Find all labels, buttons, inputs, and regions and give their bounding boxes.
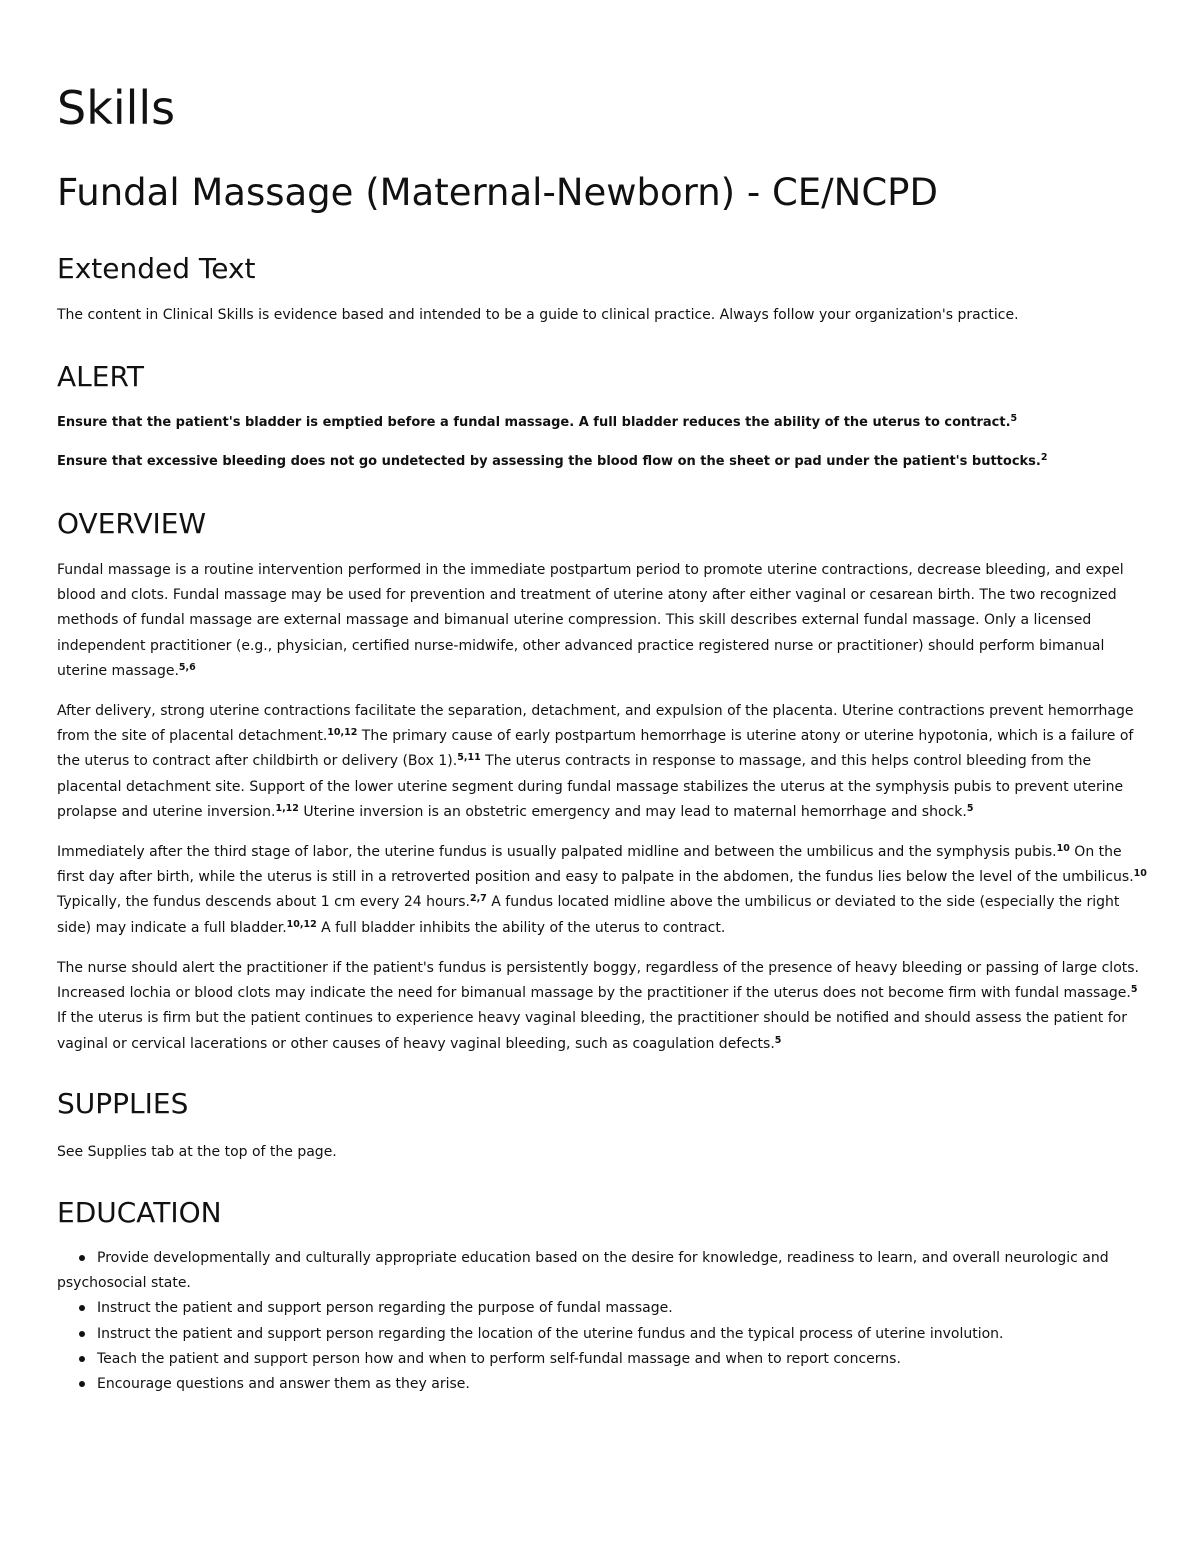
overview-heading: OVERVIEW bbox=[57, 507, 207, 540]
reference-marker: 10,12 bbox=[327, 727, 358, 739]
reference-marker: 1,12 bbox=[275, 802, 299, 814]
reference-marker: 5 bbox=[966, 802, 974, 814]
page-title: Fundal Massage (Maternal-Newborn) - CE/NCPD bbox=[57, 171, 938, 214]
alert-item: Ensure that the patient's bladder is emptied before a fundal massage. A full bladder reduces the ability of the uterus to contract.$^5$ bbox=[57, 413, 1018, 430]
reference-marker: 10,12 bbox=[286, 918, 317, 930]
reference-marker: 10 bbox=[1056, 843, 1070, 854]
overview-paragraph: Immediately after the third stage of labor, the uterine fundus is usually palpated midline and between the umbilicus and the symphysis pubis.$^{10}$ On the first day after birth, while the uterus is still in a retroverted position and easy to palpate in the abdomen, the fundus lies below the level of the umbilicus.$^{10}$ Typically, the fundus descends about 1 cm every 24 hours.$^{2,7}$ A fundus located midline above the umbilicus or deviated to the side (especially the right side) may indicate a full bladder.$^{10,12}$ A full bladder inhibits the ability of the uterus to contract. bbox=[57, 843, 1147, 936]
reference-marker: 5,11 bbox=[457, 752, 481, 764]
extended-text-heading: Extended Text bbox=[57, 252, 256, 285]
page-heading: Skills bbox=[57, 81, 176, 135]
bullet-icon bbox=[79, 1356, 85, 1362]
list-item: Encourage questions and answer them as they arise. bbox=[57, 1372, 1147, 1397]
reference-marker: 5 bbox=[1010, 413, 1018, 424]
list-item: Teach the patient and support person how and when to perform self-fundal massage and when to report concerns. bbox=[57, 1347, 1147, 1372]
bullet-icon bbox=[79, 1381, 85, 1387]
bullet-icon bbox=[79, 1305, 85, 1311]
alert-heading: ALERT bbox=[57, 360, 144, 393]
supplies-body: See Supplies tab at the top of the page. bbox=[57, 1144, 337, 1160]
reference-marker: 5 bbox=[774, 1034, 782, 1046]
alert-item: Ensure that excessive bleeding does not go undetected by assessing the blood flow on the sheet or pad under the patient's buttocks.$^2$ bbox=[57, 452, 1048, 469]
overview-paragraph: Fundal massage is a routine intervention performed in the immediate postpartum period to promote uterine contractions, decrease bleeding, and expel blood and clots. Fundal massage may be used for prevention and treatment of uterine atony after either vaginal or cesarean birth. The two recognized methods of fundal massage are external massage and bimanual uterine compression. This skill describes external fundal massage. Only a licensed independent practitioner (e.g., physician, certified nurse-midwife, other advanced practice registered nurse or practitioner) should perform bimanual uterine massage.$^{5,6}$ bbox=[57, 562, 1124, 679]
reference-marker: 2,7 bbox=[469, 893, 487, 905]
overview-paragraph: The nurse should alert the practitioner if the patient's fundus is persistently boggy, regardless of the presence of heavy bleeding or passing of large clots. Increased lochia or blood clots may indicate the need for bimanual massage by the practitioner if the uterus does not become firm with fundal massage.$^5$ If the uterus is firm but the patient continues to experience heavy vaginal bleeding, the practitioner should be notified and should assess the patient for vaginal or cervical lacerations or other causes of heavy vaginal bleeding, such as coagulation defects.$^5$ bbox=[57, 960, 1139, 1052]
reference-marker: 5,6 bbox=[178, 661, 196, 673]
bullet-icon bbox=[79, 1255, 85, 1261]
list-item: Provide developmentally and culturally appropriate education based on the desire for knowledge, readiness to learn, and overall neurologic and psychosocial state. bbox=[57, 1250, 1109, 1292]
reference-marker: 5 bbox=[1130, 984, 1138, 996]
bullet-icon bbox=[79, 1331, 85, 1337]
reference-marker: 2 bbox=[1040, 452, 1048, 463]
overview-paragraph: After delivery, strong uterine contractions facilitate the separation, detachment, and expulsion of the placenta. Uterine contractions prevent hemorrhage from the site of placental detachment.$^{10,12}$ The primary cause of early postpartum hemorrhage is uterine atony or uterine hypotonia, which is a failure of the uterus to contract after childbirth or delivery (Box 1).$^{5,11}$ The uterus contracts in response to massage, and this helps control bleeding from the placental detachment site. Support of the lower uterine segment during fundal massage stabilizes the uterus at the symphysis pubis to prevent uterine prolapse and uterine inversion.$^{1,12}$ Uterine inversion is an obstetric emergency and may lead to maternal hemorrhage and shock.$^5$ bbox=[57, 703, 1134, 820]
supplies-heading: SUPPLIES bbox=[57, 1087, 189, 1120]
list-item: Instruct the patient and support person regarding the purpose of fundal massage. bbox=[57, 1296, 1147, 1321]
education-heading: EDUCATION bbox=[57, 1196, 222, 1229]
education-list bbox=[57, 1246, 1147, 1397]
extended-text-body: The content in Clinical Skills is evidence based and intended to be a guide to clinical practice. Always follow your organization's practice. bbox=[57, 307, 1019, 323]
reference-marker: 10 bbox=[1133, 868, 1147, 880]
list-item: Instruct the patient and support person regarding the location of the uterine fundus and the typical process of uterine involution. bbox=[57, 1322, 1147, 1347]
